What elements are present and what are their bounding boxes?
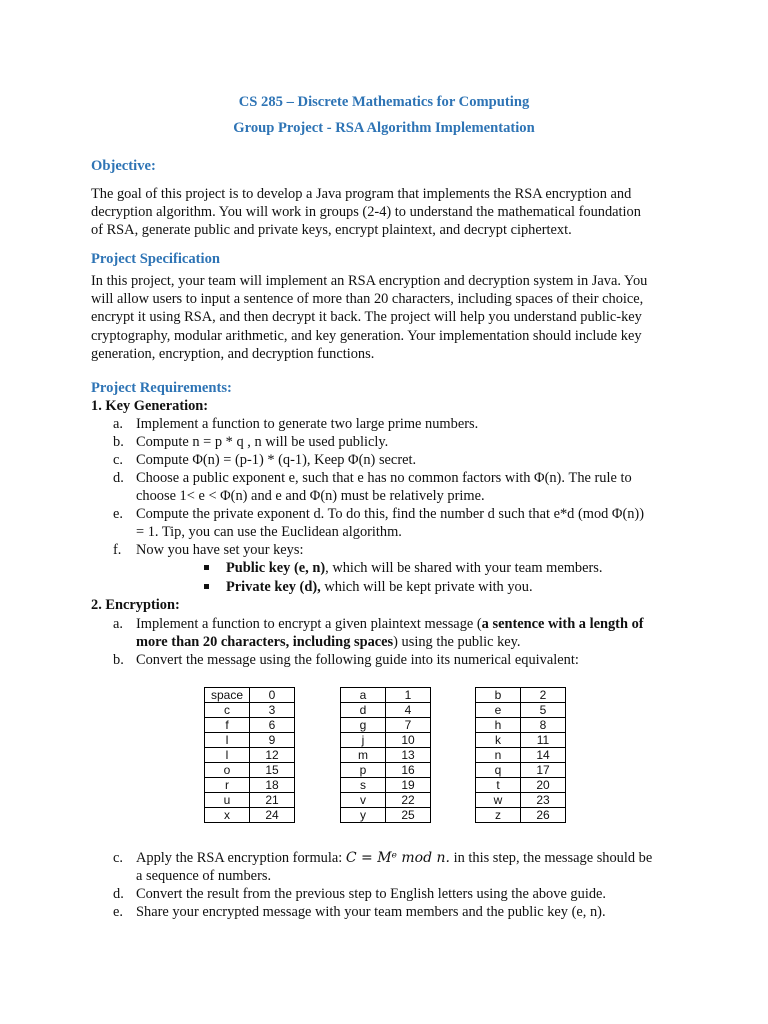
mapping-number: 11 [521, 733, 566, 748]
item-line: Compute the private exponent d. To do this, find the number d such that e*d (mod Φ(n)) [136, 506, 645, 522]
mapping-number: 17 [521, 763, 566, 778]
item-text-post: in this step, the message should be [453, 850, 653, 866]
mapping-number: 23 [521, 793, 566, 808]
mapping-letter: k [476, 733, 521, 748]
item-text: Share your encrypted message with your team members and the public key (e, n). [136, 904, 606, 920]
item-text-pre: Implement a function to encrypt a given plaintext message ( [136, 616, 482, 632]
item-text: Convert the result from the previous step to English letters using the above guide. [136, 886, 607, 902]
mapping-number: 19 [386, 778, 431, 793]
mapping-row [341, 688, 431, 703]
mapping-letter: g [341, 718, 386, 733]
mapping-row [341, 778, 431, 793]
mapping-letter: y [341, 808, 386, 823]
mapping-row [205, 733, 295, 748]
objective-line: of RSA, generate public and private keys, encrypt plaintext, and decrypt ciphertext. [91, 222, 572, 239]
item-text [136, 615, 689, 651]
mapping-number: 13 [386, 748, 431, 763]
mapping-row [476, 793, 566, 808]
item-label: d. [113, 886, 124, 902]
item-text [136, 849, 689, 885]
mapping-letter: h [476, 718, 521, 733]
mapping-row [341, 748, 431, 763]
mapping-row [476, 748, 566, 763]
bullet-marker [204, 584, 209, 589]
item-label: c. [113, 452, 123, 468]
mapping-letter: space [205, 688, 250, 703]
item-line: a sequence of numbers. [136, 868, 272, 884]
mapping-row [341, 763, 431, 778]
mapping-row [476, 703, 566, 718]
mapping-letter: w [476, 793, 521, 808]
item-line: Choose a public exponent e, such that e has no common factors with Φ(n). The rule to [136, 470, 632, 486]
mapping-letter: I [205, 733, 250, 748]
mapping-row [205, 688, 295, 703]
requirements-heading: Project Requirements: [91, 380, 232, 396]
mapping-number: 25 [386, 808, 431, 823]
mapping-row [476, 808, 566, 823]
mapping-row [476, 688, 566, 703]
mapping-row [341, 793, 431, 808]
mapping-row [341, 718, 431, 733]
mapping-number: 10 [386, 733, 431, 748]
mapping-letter: r [205, 778, 250, 793]
item-label: b. [113, 652, 124, 668]
specification-line: will allow users to input a sentence of more than 20 characters, including spaces of their choice, [91, 291, 644, 308]
specification-line: In this project, your team will implement an RSA encryption and decryption system in Java. You [91, 273, 648, 289]
mapping-row [341, 808, 431, 823]
mapping-row [205, 793, 295, 808]
course-title: CS 285 – Discrete Mathematics for Computing [238, 94, 530, 110]
mapping-row [476, 763, 566, 778]
mapping-letter: v [341, 793, 386, 808]
mapping-row [476, 778, 566, 793]
item-text: Compute Φ(n) = (p-1) * (q-1), Keep Φ(n) secret. [136, 452, 417, 468]
mapping-number: 1 [386, 688, 431, 703]
item-label: e. [113, 506, 123, 522]
mapping-number: 6 [250, 718, 295, 733]
specification-heading: Project Specification [91, 251, 221, 267]
objective-heading: Objective: [91, 158, 156, 174]
item-text-bold: a sentence with a length of [481, 616, 644, 632]
private-key-desc: which will be kept private with you. [320, 579, 533, 595]
mapping-number: 3 [250, 703, 295, 718]
mapping-letter: j [341, 733, 386, 748]
item-line: choose 1< e < Φ(n) and e and Φ(n) must be relatively prime. [136, 488, 485, 504]
mapping-letter: e [476, 703, 521, 718]
item-text: Compute n = p * q , n will be used publicly. [136, 434, 389, 450]
mapping-number: 8 [521, 718, 566, 733]
mapping-letter: p [341, 763, 386, 778]
item-label: a. [113, 616, 123, 632]
mapping-letter: l [205, 748, 250, 763]
item-text-post: ) using the public key. [393, 634, 521, 650]
item-text: Implement a function to generate two large prime numbers. [136, 416, 479, 432]
mapping-letter: t [476, 778, 521, 793]
mapping-letter: d [341, 703, 386, 718]
mapping-number: 24 [250, 808, 295, 823]
letter-mapping-table-2 [340, 687, 431, 823]
mapping-number: 16 [386, 763, 431, 778]
mapping-number: 22 [386, 793, 431, 808]
mapping-letter: a [341, 688, 386, 703]
mapping-letter: x [205, 808, 250, 823]
letter-mapping-table-1 [204, 687, 295, 823]
public-key-label: Public key (e, n) [226, 560, 326, 576]
specification-line: encrypt it using RSA, and then decrypt it back. The project will help you understand public-key [91, 309, 642, 326]
mapping-letter: s [341, 778, 386, 793]
item-label: b. [113, 434, 124, 450]
mapping-number: 5 [521, 703, 566, 718]
specification-paragraph [91, 272, 691, 363]
item-text-bold: more than 20 characters, including spaces [136, 634, 394, 650]
objective-paragraph [91, 185, 691, 240]
mapping-row [476, 718, 566, 733]
public-key-desc: , which will be shared with your team members. [325, 560, 603, 576]
mapping-letter: m [341, 748, 386, 763]
mapping-letter: z [476, 808, 521, 823]
mapping-number: 18 [250, 778, 295, 793]
mapping-letter: c [205, 703, 250, 718]
mapping-row [205, 718, 295, 733]
mapping-number: 15 [250, 763, 295, 778]
mapping-letter: b [476, 688, 521, 703]
mapping-row [205, 748, 295, 763]
mapping-letter: f [205, 718, 250, 733]
mapping-number: 21 [250, 793, 295, 808]
mapping-row [476, 733, 566, 748]
item-text [136, 505, 689, 541]
mapping-letter: u [205, 793, 250, 808]
encryption-title: 2. Encryption: [91, 597, 180, 613]
mapping-row [341, 733, 431, 748]
letter-mapping-table-3 [475, 687, 566, 823]
item-text-pre: Apply the RSA encryption formula: [136, 850, 343, 866]
objective-line: decryption algorithm. You will work in groups (2-4) to understand the mathematical foundation [91, 204, 641, 221]
mapping-row [341, 703, 431, 718]
mapping-number: 4 [386, 703, 431, 718]
item-label: c. [113, 850, 123, 866]
mapping-number: 14 [521, 748, 566, 763]
specification-line: generation, encryption, and decryption functions. [91, 345, 375, 362]
mapping-number: 2 [521, 688, 566, 703]
mapping-row [205, 763, 295, 778]
bullet-marker [204, 565, 209, 570]
item-label: f. [113, 542, 122, 558]
mapping-row [205, 808, 295, 823]
mapping-letter: n [476, 748, 521, 763]
specification-line: cryptography, modular arithmetic, and key generation. Your implementation should include key [91, 327, 642, 344]
objective-line: The goal of this project is to develop a Java program that implements the RSA encryption and [91, 186, 632, 202]
item-text [136, 469, 689, 505]
mapping-number: 0 [250, 688, 295, 703]
item-line: = 1. Tip, you can use the Euclidean algorithm. [136, 524, 402, 540]
item-label: a. [113, 416, 123, 432]
mapping-letter: q [476, 763, 521, 778]
mapping-letter: o [205, 763, 250, 778]
private-key-label: Private key (d), [226, 579, 321, 595]
item-text: Now you have set your keys: [136, 542, 304, 558]
mapping-number: 26 [521, 808, 566, 823]
mapping-row [205, 778, 295, 793]
mapping-row [205, 703, 295, 718]
mapping-number: 20 [521, 778, 566, 793]
item-label: e. [113, 904, 123, 920]
mapping-number: 9 [250, 733, 295, 748]
project-title: Group Project - RSA Algorithm Implementation [233, 120, 535, 136]
mapping-number: 7 [386, 718, 431, 733]
key-generation-title: 1. Key Generation: [91, 398, 209, 414]
item-text: Convert the message using the following guide into its numerical equivalent: [136, 652, 579, 668]
item-label: d. [113, 470, 124, 486]
rsa-formula: C = Mᵉ mod n. [345, 850, 450, 866]
mapping-number: 12 [250, 748, 295, 763]
